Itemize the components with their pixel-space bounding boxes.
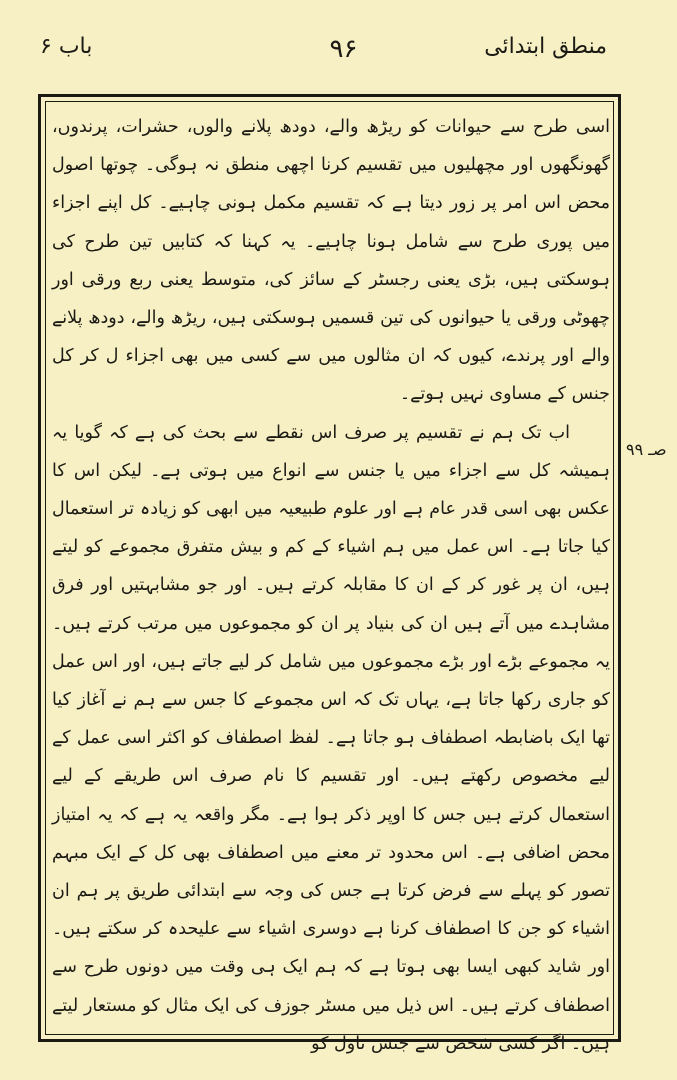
chapter-label: باب ۶ <box>40 34 93 59</box>
page-header <box>40 24 647 74</box>
paragraph-1: اسی طرح سے حیوانات کو ریڑھ والے، دودھ پلانے والوں، حشرات، پرندوں، گھونگھوں اور مچھلیوں میں تقسیم کرنا اچھی منطق نہ ہوگی۔ چوتھا اصول محض اس امر پر زور دیتا ہے کہ تقسیم مکمل ہونی چاہیے۔ کل اپنے اجزاء میں پوری طرح سے شامل ہونا چاہیے۔ یہ کہنا کہ کتابیں تین طرح کی ہوسکتی ہیں، بڑی یعنی رجسٹر کے سائز کی، متوسط یعنی ربع ورقی اور چھوٹی ورقی یا حیوانوں کی تین قسمیں ہوسکتی ہیں، ریڑھ والے، دودھ پلانے والے اور پرندے، کیوں کہ ان مثالوں میں سے کسی میں بھی اجزاء ل کر کل جنس کے مساوی نہیں ہوتے۔ <box>52 117 610 405</box>
page-number: ۹۶ <box>329 34 358 64</box>
margin-page-reference: صـ ۹۹ <box>626 440 667 459</box>
book-title: منطق ابتدائی <box>484 34 607 59</box>
paragraph-2: اب تک ہم نے تقسیم پر صرف اس نقطے سے بحث کی ہے کہ گویا یہ ہمیشہ کل سے اجزاء میں یا جنس سے انواع میں ہوتی ہے۔ لیکن اس کا عکس بھی اسی قدر عام ہے اور علوم طبیعیہ میں ابھی کو زیادہ تر استعمال کیا جاتا ہے۔ اس عمل میں ہم اشیاء کے کم و بیش متفرق مجموعے کو لیتے ہیں، ان پر غور کر کے ان کا مقابلہ کرتے ہیں۔ اور جو مشابہتیں اور فرق مشاہدے میں آتے ہیں ان کی بنیاد پر ان کو مجموعوں میں مرتب کرتے ہیں۔ یہ مجموعے بڑے اور بڑے مجموعوں میں شامل کر لیے جاتے ہیں، اور اس عمل کو جاری رکھا جاتا ہے، یہاں تک کہ اس مجموعے کا جس سے ہم نے آغاز کیا تھا ایک باضابطہ اصطفاف ہو جاتا ہے۔ لفظ اصطفاف کو اکثر اسی عمل کے لیے مخصوص رکھتے ہیں۔ اور تقسیم کا نام صرف اس طریقے کے لیے استعمال کرتے ہیں جس کا اوپر ذکر ہوا ہے۔ مگر واقعہ یہ ہے کہ یہ امتیاز محض اضافی ہے۔ اس محدود تر معنے میں اصطفاف بھی کل کے ایک مبہم تصور کو پہلے سے فرض کرتا ہے جس کی وجہ سے ابتدائی طریق پر ہم ان اشیاء کو جن کا اصطفاف کرنا ہے دوسری اشیاء سے علیحدہ کر سکتے ہیں۔ اور شاید کبھی ایسا بھی ہوتا ہے کہ ہم ایک ہی وقت میں دونوں طرح سے اصطفاف کرتے ہیں۔ اس ذیل میں مسٹر جوزف کی ایک مثال کو مستعار لیتے ہیں۔ اگر کسی شخص سے جنس ناول کو <box>52 422 610 1054</box>
page-body <box>52 108 610 1054</box>
